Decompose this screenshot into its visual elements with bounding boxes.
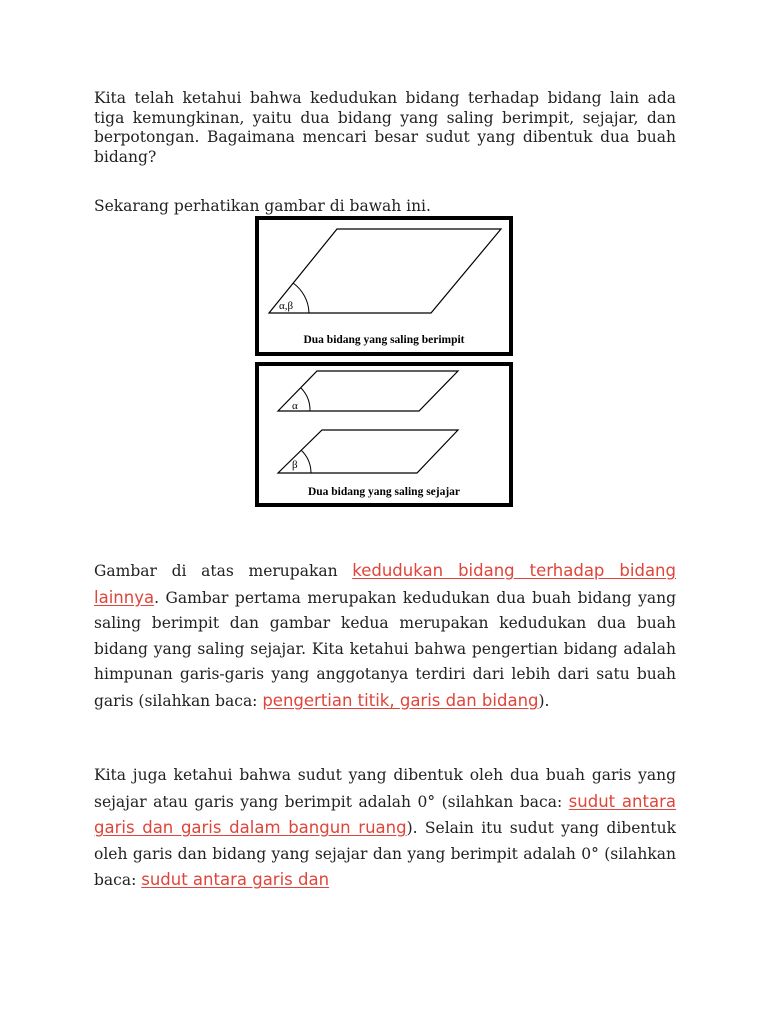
link-pengertian-titik-garis-bidang[interactable]: pengertian titik, garis dan bidang (262, 690, 539, 710)
figure-parallel-planes (255, 362, 513, 507)
coincident-planes-diagram (259, 220, 509, 352)
angle-arc-top (301, 388, 310, 411)
link-sudut-garis-bidang[interactable]: sudut antara garis dan (141, 870, 330, 890)
parallelogram-plane-top (278, 371, 458, 411)
angle-label-alpha: α (292, 400, 298, 412)
parallelogram-plane-bottom (278, 430, 458, 473)
paragraph-text: Kita juga ketahui bahwa sudut yang dibentuk oleh dua buah garis yang sejajar atau garis yang berimpit adalah 0° (silahkan baca: (94, 766, 676, 811)
link-kedudukan-bidang[interactable]: kedudukan bidang terhadap bidang lainnya (94, 561, 676, 607)
angle-arc (293, 283, 309, 313)
paragraph-text: Gambar di atas merupakan (94, 562, 353, 580)
figure-caption: Dua bidang yang saling sejajar (307, 486, 461, 498)
figure-coincident-planes (255, 216, 513, 356)
intro-paragraph: Kita telah ketahui bahwa kedudukan bidang terhadap bidang lain ada tiga kemungkinan, yaitu dua bidang yang saling berimpit, sejajar, dan berpotongan. Bagaimana mencari besar sudut yang dibentuk dua buah bidang? (94, 89, 676, 166)
link-sudut-garis-garis[interactable]: sudut antara garis dan garis dalam bangun ruang (94, 791, 676, 838)
paragraph-text: ). Selain itu sudut yang dibentuk oleh garis dan bidang yang sejajar dan yang berimpit adalah 0° (silahkan baca: (94, 819, 676, 890)
paragraph-text: ). (538, 691, 550, 710)
parallel-planes-diagram (259, 366, 509, 503)
angle-label-alpha-beta: α,β (279, 300, 294, 312)
explanation-paragraph (94, 558, 676, 715)
figure-caption: Dua bidang yang saling berimpit (303, 334, 465, 346)
angle-paragraph (94, 763, 676, 894)
paragraph-text: . Gambar pertama merupakan kedudukan dua buah bidang yang saling berimpit dan gambar kedua merupakan kedudukan dua buah bidang yang saling sejajar. Kita ketahui bahwa pengertian bidang adalah himpunan garis-garis yang anggotanya terdiri dari lebih dari satu buah garis (silahkan baca: (94, 588, 676, 710)
parallelogram-plane (269, 229, 501, 313)
angle-arc-bottom (301, 450, 311, 473)
angle-label-beta: β (292, 459, 298, 471)
instruction-paragraph: Sekarang perhatikan gambar di bawah ini. (94, 197, 431, 215)
